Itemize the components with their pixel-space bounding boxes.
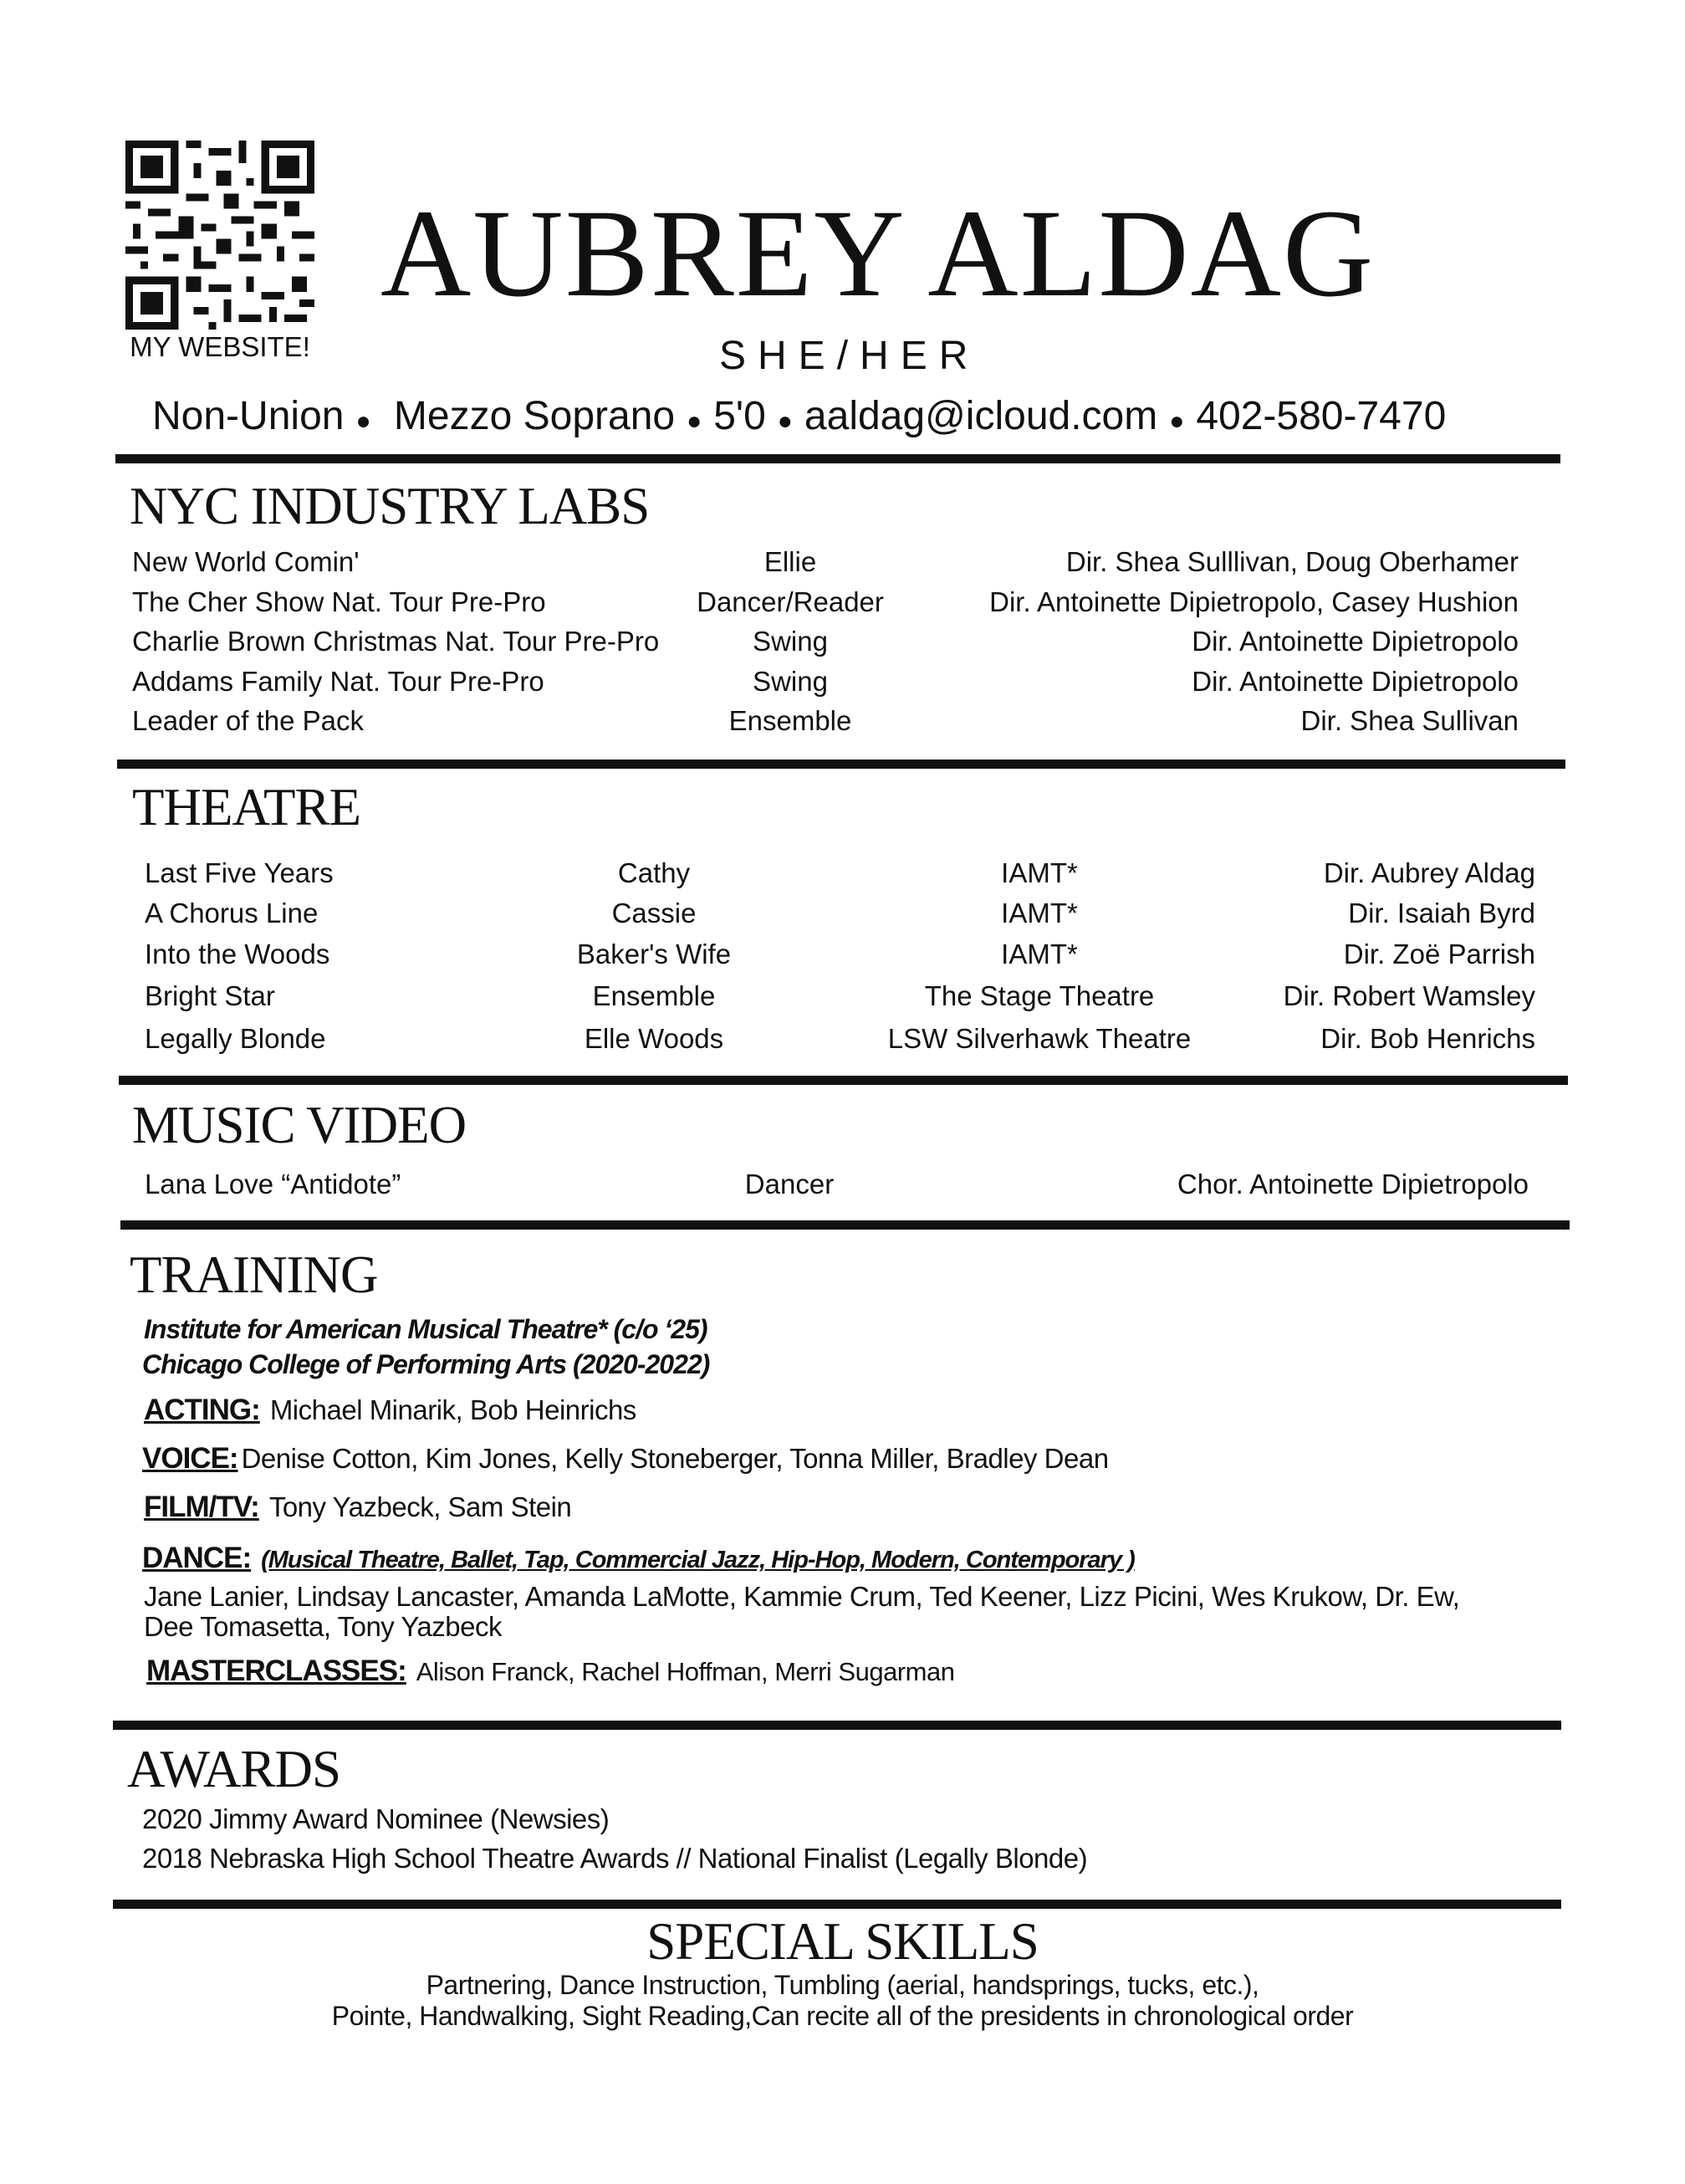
separator: ● <box>355 407 371 435</box>
theatre-venue: The Stage Theatre <box>924 980 1155 1011</box>
theatre-role: Cassie <box>611 898 697 928</box>
union-status: Non-Union <box>152 394 345 438</box>
skills-heading: SPECIAL SKILLS <box>646 1912 1039 1971</box>
theatre-venue: LSW Silverhawk Theatre <box>887 1023 1192 1054</box>
labs-role: Dancer/Reader <box>697 586 884 617</box>
labs-show: Addams Family Nat. Tour Pre-Pro <box>132 666 544 697</box>
training-film <box>144 1491 571 1524</box>
training-heading: TRAINING <box>130 1245 378 1304</box>
theatre-director: Dir. Bob Henrichs <box>1320 1023 1535 1054</box>
contact-line <box>152 393 1446 439</box>
labs-role: Swing <box>753 666 828 697</box>
training-acting <box>144 1394 636 1427</box>
acting-label: ACTING: <box>144 1394 260 1426</box>
dance-label: DANCE: <box>142 1542 252 1574</box>
labs-director: Dir. Antoinette Dipietropolo, Casey Hushion <box>989 586 1519 617</box>
theatre-role: Elle Woods <box>584 1023 724 1054</box>
height: 5'0 <box>713 394 766 438</box>
music-video-heading: MUSIC VIDEO <box>132 1096 467 1154</box>
voice-teachers: Denise Cotton, Kim Jones, Kelly Stoneberger, Tonna Miller, Bradley Dean <box>241 1443 1109 1474</box>
labs-director: Dir. Shea Sullivan <box>1300 705 1519 736</box>
dance-styles: (Musical Theatre, Ballet, Tap, Commercial Jazz, Hip-Hop, Modern, Contemporary ) <box>261 1547 1135 1573</box>
divider <box>113 1721 1561 1730</box>
labs-show: Leader of the Pack <box>132 705 365 736</box>
performer-name: AUBREY ALDAG <box>380 184 1376 323</box>
awards-heading: AWARDS <box>127 1740 340 1798</box>
theatre-director: Dir. Isaiah Byrd <box>1348 898 1535 928</box>
theatre-director: Dir. Robert Wamsley <box>1283 980 1535 1011</box>
labs-role: Ensemble <box>728 705 852 736</box>
acting-teachers: Michael Minarik, Bob Heinrichs <box>269 1394 636 1425</box>
labs-role: Ellie <box>763 546 817 577</box>
divider <box>117 760 1565 769</box>
award-item: 2018 Nebraska High School Theatre Awards // National Finalist (Legally Blonde) <box>142 1843 1088 1874</box>
training-voice <box>142 1442 1109 1476</box>
theatre-show: Last Five Years <box>145 857 334 888</box>
theatre-heading: THEATRE <box>132 778 360 836</box>
masterclasses-label: MASTERCLASSES: <box>146 1655 406 1687</box>
training-masterclasses <box>146 1655 954 1688</box>
divider <box>115 454 1560 463</box>
qr-caption: MY WEBSITE! <box>130 331 310 362</box>
theatre-director: Dir. Aubrey Aldag <box>1323 857 1535 888</box>
theatre-show: Legally Blonde <box>145 1023 326 1054</box>
training-school: Chicago College of Performing Arts (2020-2022) <box>142 1349 710 1379</box>
separator: ● <box>1169 407 1185 435</box>
voice-label: VOICE: <box>142 1442 238 1475</box>
theatre-role: Ensemble <box>592 980 716 1011</box>
theatre-role: Cathy <box>617 857 691 888</box>
phone[interactable]: 402-580-7470 <box>1196 394 1447 438</box>
theatre-show: A Chorus Line <box>145 898 319 928</box>
dance-teachers-line2: Dee Tomasetta, Tony Yazbeck <box>144 1611 502 1642</box>
divider <box>113 1900 1561 1909</box>
labs-show: New World Comin' <box>132 546 360 577</box>
award-item: 2020 Jimmy Award Nominee (Newsies) <box>142 1803 610 1834</box>
training-school: Institute for American Musical Theatre* (c/o ‘25) <box>144 1314 707 1344</box>
pronouns: SHE/HER <box>719 334 980 378</box>
theatre-director: Dir. Zoë Parrish <box>1343 939 1535 969</box>
music-video-title: Lana Love “Antidote” <box>145 1169 401 1199</box>
music-video-choreographer: Chor. Antoinette Dipietropolo <box>1177 1169 1529 1199</box>
labs-show: The Cher Show Nat. Tour Pre-Pro <box>132 586 546 617</box>
theatre-venue: IAMT* <box>1001 898 1078 928</box>
labs-director: Dir. Shea Sulllivan, Doug Oberhamer <box>1065 546 1519 577</box>
labs-role: Swing <box>753 626 828 657</box>
labs-show: Charlie Brown Christmas Nat. Tour Pre-Pro <box>132 626 660 657</box>
film-label: FILM/TV: <box>144 1491 259 1523</box>
labs-heading: NYC INDUSTRY LABS <box>130 477 650 535</box>
masterclass-teachers: Alison Franck, Rachel Hoffman, Merri Sugarman <box>416 1657 955 1686</box>
qr-code[interactable] <box>125 141 314 330</box>
dance-teachers-line1: Jane Lanier, Lindsay Lancaster, Amanda LaMotte, Kammie Crum, Ted Keener, Lizz Picini, Wes Krukow, Dr. Ew, <box>144 1581 1460 1612</box>
music-video-role: Dancer <box>744 1169 835 1199</box>
divider <box>120 1220 1570 1230</box>
labs-director: Dir. Antoinette Dipietropolo <box>1192 666 1519 697</box>
separator: ● <box>687 407 702 435</box>
theatre-show: Into the Woods <box>145 939 330 969</box>
voice-type: Mezzo Soprano <box>393 394 676 438</box>
training-dance <box>142 1542 1135 1575</box>
email[interactable]: aaldag@icloud.com <box>804 394 1158 438</box>
separator: ● <box>777 407 793 435</box>
skills-line1: Partnering, Dance Instruction, Tumbling (aerial, handsprings, tucks, etc.), <box>426 1970 1259 2000</box>
film-teachers: Tony Yazbeck, Sam Stein <box>268 1491 572 1522</box>
divider <box>119 1076 1568 1085</box>
theatre-role: Baker's Wife <box>576 939 732 969</box>
skills-line2: Pointe, Handwalking, Sight Reading,Can recite all of the presidents in chronological order <box>331 2001 1354 2031</box>
theatre-show: Bright Star <box>145 980 275 1011</box>
labs-director: Dir. Antoinette Dipietropolo <box>1192 626 1519 657</box>
theatre-venue: IAMT* <box>1001 939 1078 969</box>
theatre-venue: IAMT* <box>1001 857 1078 888</box>
